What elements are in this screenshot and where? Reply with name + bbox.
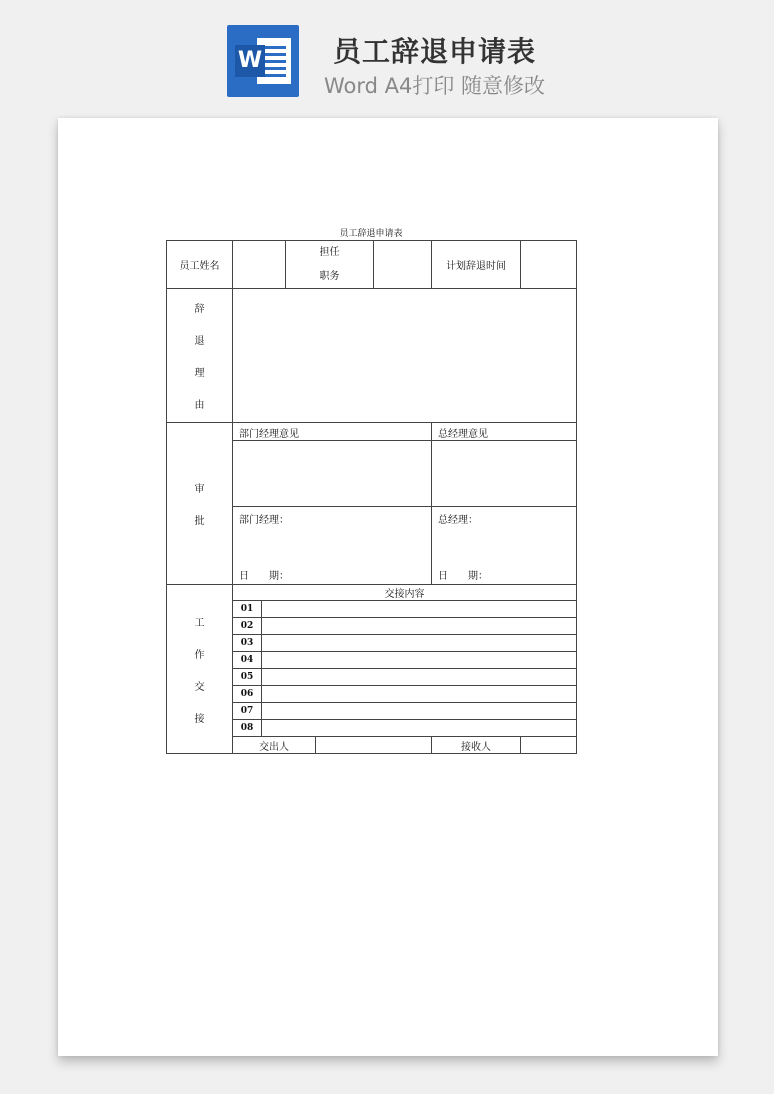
dismissal-reason-field[interactable] [233,289,577,423]
handover-item-number: 06 [233,686,262,703]
word-logo-icon [227,25,299,97]
document-page [58,118,718,1056]
position-label: 担任 职务 [286,241,374,289]
dept-manager-signature-cell[interactable] [233,507,432,585]
planned-dismissal-time-field[interactable] [521,241,577,289]
gm-date-label: 日 期： [438,571,488,582]
handover-item-number: 03 [233,635,262,652]
gm-opinion-field[interactable] [432,441,577,507]
employee-name-field[interactable] [233,241,286,289]
dept-manager-opinion-field[interactable] [233,441,432,507]
dismissal-reason-label: 辞 退 理 由 [167,289,233,423]
dept-date-label: 日 期： [239,571,289,582]
handed-by-field[interactable] [316,737,432,754]
resignation-form-table [166,240,577,754]
handover-item-field[interactable] [262,652,577,669]
handover-item-field[interactable] [262,703,577,720]
gm-sign-label: 总经理： [438,515,478,526]
dept-manager-sign-label: 部门经理： [239,515,289,526]
handover-item-field[interactable] [262,669,577,686]
handover-item-field[interactable] [262,720,577,737]
banner-subtitle: Word A4打印 随意修改 [324,74,546,98]
handover-item-number: 07 [233,703,262,720]
received-by-label: 接收人 [432,737,521,754]
gm-signature-cell[interactable] [432,507,577,585]
employee-name-label: 员工姓名 [167,241,233,289]
form-title: 员工辞退申请表 [339,229,403,239]
handover-item-field[interactable] [262,686,577,703]
handover-item-number: 02 [233,618,262,635]
position-field[interactable] [374,241,432,289]
handover-content-header: 交接内容 [233,585,577,601]
gm-opinion-label: 总经理意见 [432,423,577,441]
planned-dismissal-time-label: 计划辞退时间 [432,241,521,289]
handover-item-number: 04 [233,652,262,669]
handed-by-label: 交出人 [233,737,316,754]
work-handover-label: 工 作 交 接 [167,585,233,754]
handover-item-field[interactable] [262,618,577,635]
received-by-field[interactable] [521,737,577,754]
approval-label: 审 批 [167,423,233,585]
handover-item-number: 08 [233,720,262,737]
logo-letter: W [235,45,265,77]
handover-item-field[interactable] [262,635,577,652]
handover-item-number: 01 [233,601,262,618]
handover-item-field[interactable] [262,601,577,618]
dept-manager-opinion-label: 部门经理意见 [233,423,432,441]
handover-item-number: 05 [233,669,262,686]
banner-title: 员工辞退申请表 [333,35,537,68]
